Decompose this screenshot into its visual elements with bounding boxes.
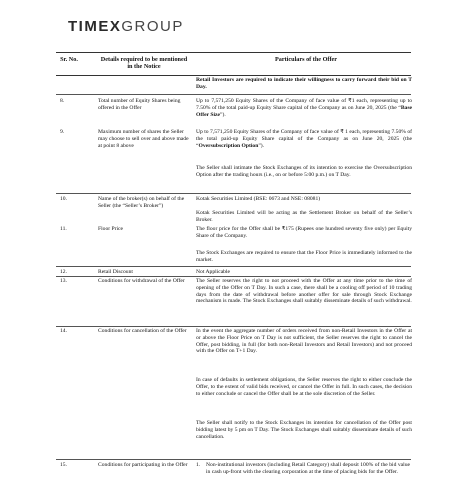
- row-12-sr: 12.: [60, 269, 67, 275]
- row-12-details: Retail Discount: [98, 269, 133, 275]
- row-11-particulars: The floor price for the Offer shall be ₹175 (Rupees one hundred seventy five only) per Equity Share of the Company.: [196, 226, 412, 239]
- row-divider: [56, 326, 411, 327]
- row-10-particulars-2: Kotak Securities Limited will be acting as the Settlement Broker on behalf of the Seller’s Broker.: [196, 210, 412, 223]
- row-13-sr: 13.: [60, 278, 67, 284]
- row-divider: [56, 276, 411, 277]
- row-10-particulars: Kotak Securities Limited (BSE: 0673 and NSE: 08081): [196, 196, 321, 202]
- row-9-particulars: Up to 7,571,250 Equity Shares of the Company of face value of ₹ 1 each, representing 7.50% of the total paid-up Equity Share capital of the Company as on June 20, 2025 (the “Oversubscription Option”).: [196, 129, 412, 149]
- row-11-sr: 11.: [60, 226, 67, 232]
- row-10-details: Name of the broker(s) on behalf of the Seller (the “Seller’s Broker”): [98, 196, 185, 209]
- row-13-details: Conditions for withdrawal of the Offer: [98, 278, 185, 284]
- row-15-sr: 15.: [60, 462, 67, 468]
- company-logo: TIMEXGROUP: [68, 18, 184, 35]
- table-header: [56, 52, 411, 76]
- row-9-sr: 9.: [60, 129, 65, 135]
- row-14-particulars: In the event the aggregate number of orders received from non-Retail Investors in the Offer at or above the Floor Price on T Day is not sufficient, the Seller reserves the right to cancel the Offer, post bidding, in full (for both non-Retail Investors and Retail Investors) and not proceed with the Offer on T+1 Day.: [196, 328, 412, 355]
- row-15-details: Conditions for participating in the Offer: [98, 462, 188, 468]
- row-8-details: Total number of Equity Shares being offered in the Offer: [98, 98, 181, 111]
- row-14-particulars-2: In case of defaults in settlement obligations, the Seller reserves the right to either conclude the Offer, to the extent of valid bids received, or cancel the Offer in full. In such cases, the decision to either conclude or cancel the Offer shall be at the sole discretion of the Seller.: [196, 377, 412, 397]
- row-14-details: Conditions for cancellation of the Offer: [98, 328, 187, 334]
- row-11-particulars-2: The Stock Exchanges are required to ensure that the Floor Price is immediately informed to the market.: [196, 250, 412, 263]
- row-divider: [56, 193, 411, 194]
- row-10-sr: 10.: [60, 196, 67, 202]
- row-9-details: Maximum number of shares the Seller may choose to sell over and above made at point 8 above: [98, 129, 189, 149]
- row-divider: [56, 266, 411, 267]
- header-particulars: Particulars of the Offer: [274, 56, 338, 63]
- header-sr-no: Sr. No.: [60, 56, 78, 63]
- row-14-particulars-3: The Seller shall notify to the Stock Exchanges its intention for cancellation of the Offer post bidding latest by 5 pm on T Day. The Stock Exchanges shall suitably disseminate details of such cancellation.: [196, 420, 412, 440]
- row-8-sr: 8.: [60, 98, 65, 104]
- row-8-particulars: Up to 7,571,250 Equity Shares of the Company of face value of ₹1 each, representing up to 7.50% of the total paid-up Equity Share capital of the Company as on June 20, 2025 (the “Base Offer Size”).: [196, 98, 412, 118]
- row-13-particulars: The Seller reserves the right to not proceed with the Offer at any time prior to the time of opening of the Offer on T Day. In such a case, there shall be a cooling off period of 10 trading days from the date of withdrawal before another offer for sale through Stock Exchange mechanism is made. The Stock Exchanges shall suitably disseminate details of such withdrawal.: [196, 278, 412, 305]
- row-divider: [56, 459, 411, 460]
- row-15-particulars: 1. Non-institutional investors (including Retail Category) shall deposit 100% of the bid value in cash up-front with the clearing corporation at the time of placing bids for the Offer.: [196, 462, 410, 475]
- row-12-particulars: Not Applicable: [196, 269, 231, 275]
- header-details: Details required to be mentioned in the Notice: [100, 56, 188, 70]
- row-11-details: Floor Price: [98, 226, 124, 232]
- row-9-particulars-2: The Seller shall intimate the Stock Exchanges of its intention to exercise the Oversubscription Option after the trading hours (i.e., on or before 5:00 p.m.) on T Day.: [196, 165, 412, 178]
- carryover-text: Retail Investors are required to indicate their willingness to carry forward their bid on T Day.: [196, 77, 412, 90]
- row-divider: [56, 94, 411, 95]
- row-14-sr: 14.: [60, 328, 67, 334]
